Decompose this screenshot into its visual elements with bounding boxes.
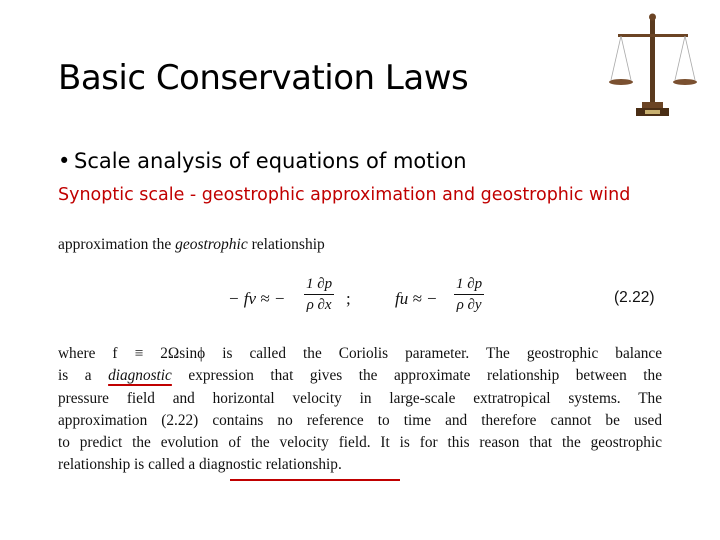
equation-separator: ; [346, 289, 351, 308]
excerpt-intro [58, 236, 325, 254]
slide-title: Basic Conservation Laws [58, 58, 469, 98]
bullet-point [58, 149, 467, 173]
equation-fraction-2: $\frac{1 \partial p}{\rho \partial y}$ [456, 276, 483, 313]
balance-scale-icon [608, 12, 698, 120]
red-underline-annotation [230, 479, 400, 481]
intro-emph: geostrophic [175, 236, 248, 253]
equation-lhs-1: − fv ≈ − [228, 289, 286, 308]
bullet-dot: • [58, 149, 71, 173]
diagnostic-underlined: diagnostic [108, 367, 172, 385]
excerpt-paragraph [58, 343, 662, 477]
geostrophic-equation [228, 272, 668, 332]
paragraph-line: is a diagnostic expression that gives the approximate relationship between the [58, 367, 662, 385]
paragraph-line: relationship is called a diagnostic relationship. [58, 456, 342, 474]
equation-lhs-2: fu ≈ − [395, 289, 438, 308]
paragraph-line: pressure field and horizontal velocity in large-scale extratropical systems. The [58, 389, 662, 407]
intro-prefix: approximation the [58, 236, 176, 253]
bullet-text: Scale analysis of equations of motion [74, 149, 467, 173]
equation-number: (2.22) [614, 289, 655, 306]
paragraph-line: approximation (2.22) contains no reference to time and therefore cannot be used [58, 411, 662, 429]
intro-suffix: relationship [247, 236, 325, 253]
paragraph-line: where f ≡ 2Ωsinϕ is called the Coriolis parameter. The geostrophic balance [58, 345, 662, 362]
equation-fraction-1: $\frac{1 \partial p}{\rho \partial x}$ [306, 276, 333, 313]
paragraph-line: to predict the evolution of the velocity field. It is for this reason that the geostrophic [58, 434, 662, 452]
red-subtitle: Synoptic scale - geostrophic approximation and geostrophic wind [58, 185, 631, 205]
